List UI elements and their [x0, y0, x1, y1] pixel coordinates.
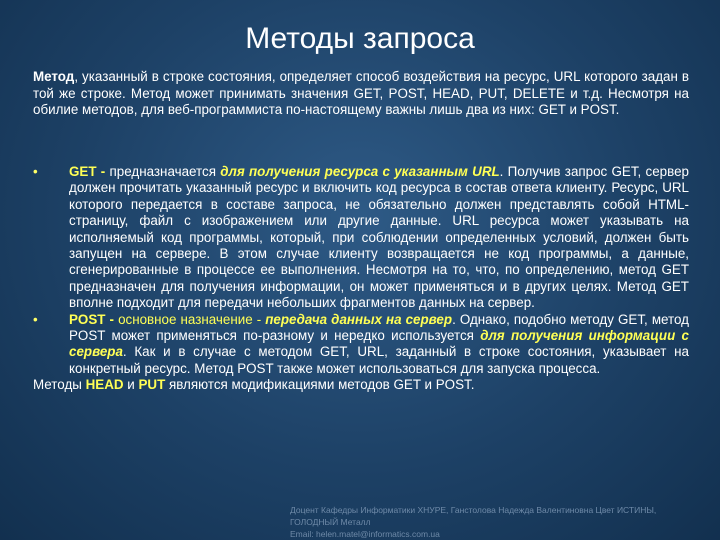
- closing-text: и: [123, 377, 139, 393]
- bullet-emphasis: для получения информации с сервера: [69, 328, 689, 360]
- closing-text: являются модификациями методов GET и POST.: [165, 377, 475, 393]
- footer: [290, 504, 700, 540]
- intro-text: , указанный в строке состояния, определяет способ воздействия на ресурс, URL которого задан в той же строке. Метод может принимать значения GET, POST, HEAD, PUT, DELETE и т.д. Несмотря на обилие методов, для веб-программиста по-настоящему важны лишь два из них: GET и POST.: [33, 69, 689, 117]
- closing-paragraph: [33, 377, 689, 393]
- method-name-post: POST: [69, 311, 106, 327]
- bullet-text: . Как и в случае с методом GET, URL, заданный в строке состояния, указывает на конкретный ресурс. Метод POST также может использоваться для запуска процесса.: [69, 344, 689, 376]
- intro-term: Метод: [33, 69, 75, 84]
- method-name-get: GET: [69, 164, 97, 179]
- bullet-marker: •: [33, 311, 38, 327]
- method-name-head: HEAD: [85, 377, 124, 393]
- bullet-post: [33, 312, 689, 378]
- footer-line: Доцент Кафедры Информатики ХНУРЕ, Ганстолова Надежда Валентиновна Цвет ИСТИНЫ, ГОЛОДНЫЙ Металл: [290, 505, 657, 527]
- closing-text: Методы: [33, 377, 86, 393]
- slide-title: Методы запроса: [245, 22, 475, 55]
- intro-paragraph: [33, 69, 689, 119]
- bullet-text: предназначается: [109, 164, 221, 179]
- bullet-text: основное назначение -: [118, 311, 266, 327]
- method-name-put: PUT: [138, 377, 166, 393]
- footer-email: Email: helen.matel@informatics.com.ua: [290, 529, 440, 539]
- bullet-dash: -: [96, 164, 110, 179]
- bullet-marker: •: [33, 164, 38, 179]
- bullet-text: . Однако, подобно методу GET, метод POST может применяться по-разному и нередко используется: [69, 311, 689, 344]
- bullet-list: [33, 164, 689, 394]
- bullet-get: [33, 164, 689, 312]
- bullet-emphasis: для получения ресурса с указанным URL: [220, 164, 500, 179]
- bullet-emphasis: передача данных на сервер: [265, 311, 453, 327]
- bullet-text: . Получив запрос GET, сервер должен прочитать указанный ресурс и включить код ресурса в состав ответа клиенту. Ресурс, URL которого передается в составе запроса, не обязательно должен представлять собой HTML-страницу, файл с изображением или другие данные. URL ресурса может указывать на исполняемый код программы, который, при соблюдении определенных условий, должен быть запущен на сервере. В этом случае клиенту возвращается не код программы, а данные, сгенерированные в процессе ее выполнения. Несмотря на то, что, по определению, метод GET предназначен для получения информации, он может применяться и в других целях. Метод GET вполне подходит для передачи небольших фрагментов данных на сервер.: [69, 164, 689, 311]
- bullet-dash: -: [105, 311, 119, 327]
